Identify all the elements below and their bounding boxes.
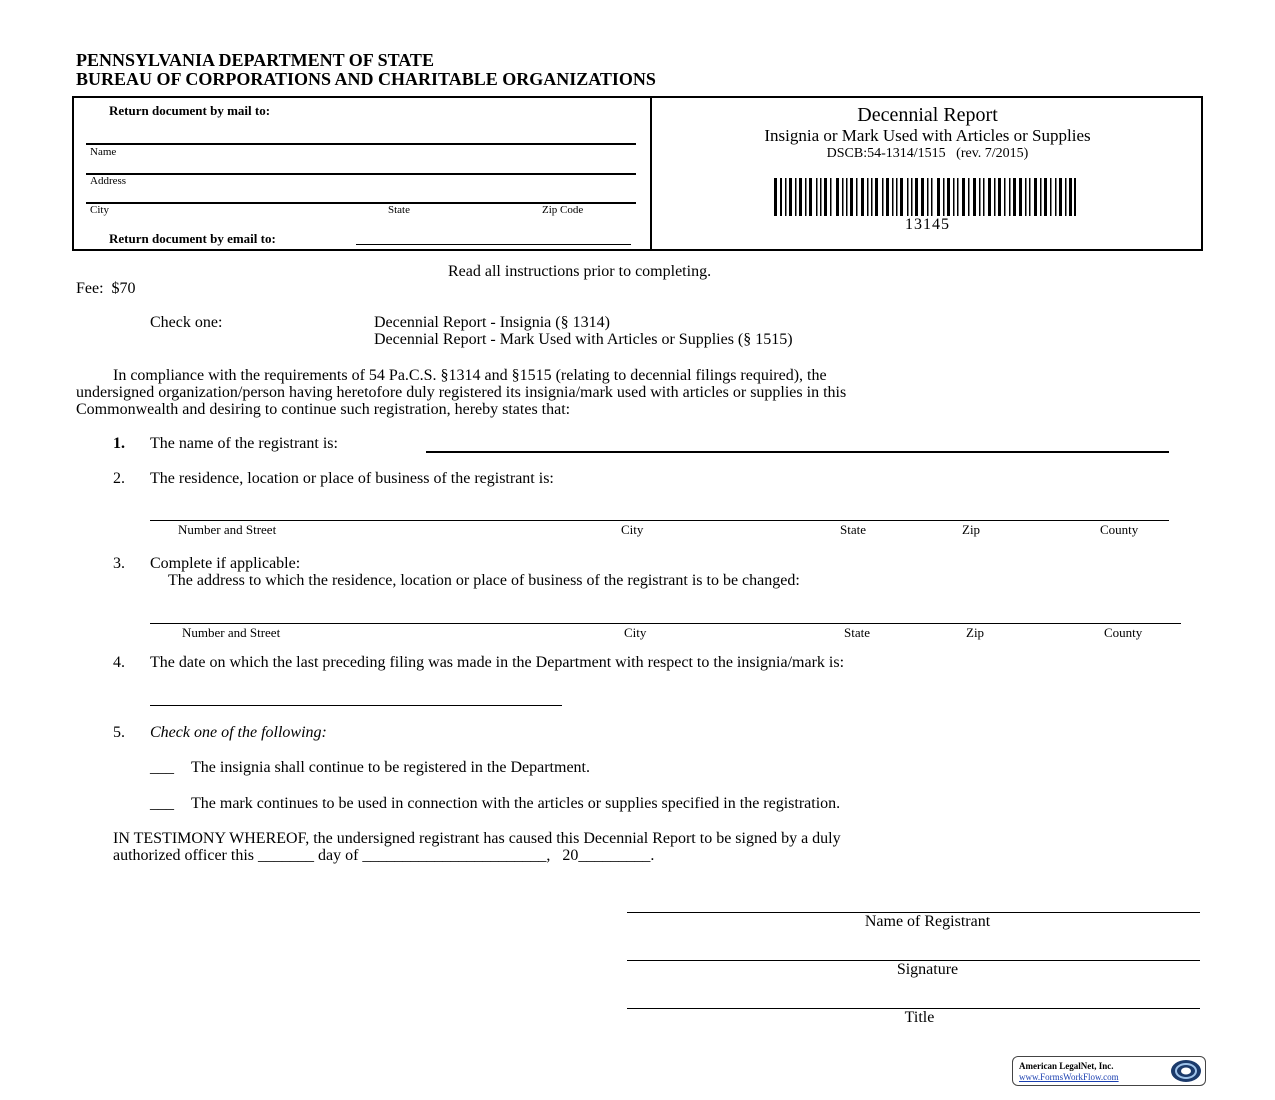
form-title: Decennial Report bbox=[857, 104, 998, 126]
footer-company-name: American LegalNet, Inc. bbox=[1019, 1061, 1114, 1071]
item-5-text: Check one of the following: bbox=[150, 724, 327, 741]
item-3-subtext: The address to which the residence, location or place of business of the registrant is to be changed: bbox=[168, 572, 800, 589]
address-county-label: County bbox=[1100, 522, 1139, 537]
bureau-name: BUREAU OF CORPORATIONS AND CHARITABLE ORGANIZATIONS bbox=[76, 69, 656, 89]
return-email-label: Return document by email to: bbox=[109, 231, 276, 246]
new-address-zip-label: Zip bbox=[966, 625, 985, 640]
state-label: State bbox=[388, 204, 410, 216]
item-1-number: 1. bbox=[113, 435, 125, 452]
new-address-state-label: State bbox=[844, 625, 870, 640]
insignia-option-text: The insignia shall continue to be registered in the Department. bbox=[191, 759, 590, 776]
globe-logo-icon bbox=[1169, 1059, 1203, 1083]
item-2-text: The residence, location or place of business of the registrant is: bbox=[150, 470, 554, 487]
new-address-street-label: Number and Street bbox=[182, 625, 281, 640]
insignia-checkbox-blank[interactable]: ___ bbox=[150, 759, 174, 776]
barcode-image bbox=[774, 178, 1076, 216]
address-zip-label: Zip bbox=[962, 522, 981, 537]
check-option-mark[interactable]: Decennial Report - Mark Used with Articles or Supplies (§ 1515) bbox=[374, 331, 793, 348]
new-address-field[interactable] bbox=[150, 623, 1181, 624]
item-4-text: The date on which the last preceding filing was made in the Department with respect to the insignia/mark is: bbox=[150, 654, 845, 671]
item-1-text: The name of the registrant is: bbox=[150, 435, 338, 452]
check-option-insignia[interactable]: Decennial Report - Insignia (§ 1314) bbox=[374, 314, 610, 331]
item-3-text: Complete if applicable: bbox=[150, 555, 301, 572]
signature-label: Signature bbox=[896, 961, 959, 978]
instructions-note: Read all instructions prior to completing. bbox=[448, 263, 712, 280]
header-box bbox=[72, 96, 1203, 251]
footer-logo[interactable] bbox=[1012, 1056, 1206, 1086]
barcode-number: 13145 bbox=[905, 216, 950, 233]
intro-line-3: Commonwealth and desiring to continue such registration, hereby states that: bbox=[76, 401, 571, 418]
return-mail-label: Return document by mail to: bbox=[109, 103, 271, 118]
return-email-field[interactable] bbox=[356, 244, 631, 245]
item-5-number: 5. bbox=[113, 724, 125, 741]
name-label: Name bbox=[90, 146, 117, 158]
testimony-line-1: IN TESTIMONY WHEREOF, the undersigned registrant has caused this Decennial Report to be signed by a duly bbox=[113, 830, 841, 847]
check-one-label: Check one: bbox=[150, 314, 223, 331]
form-code: DSCB:54-1314/1515 (rev. 7/2015) bbox=[826, 146, 1029, 161]
address-field[interactable] bbox=[86, 173, 636, 175]
new-address-county-label: County bbox=[1104, 625, 1143, 640]
current-address-field[interactable] bbox=[150, 520, 1169, 521]
address-street-label: Number and Street bbox=[178, 522, 277, 537]
intro-line-1: In compliance with the requirements of 54 Pa.C.S. §1314 and §1515 (relating to decennial filings required), the bbox=[113, 367, 827, 384]
name-of-registrant-label: Name of Registrant bbox=[864, 913, 991, 930]
testimony-line-2: authorized officer this _______ day of _______________________, 20_________. bbox=[113, 847, 655, 864]
item-3-number: 3. bbox=[113, 555, 125, 572]
last-filing-date-field[interactable] bbox=[150, 705, 562, 706]
new-address-city-label: City bbox=[624, 625, 647, 640]
title-label: Title bbox=[904, 1009, 935, 1026]
city-label: City bbox=[90, 204, 109, 216]
zip-code-label: Zip Code bbox=[542, 204, 584, 216]
name-field[interactable] bbox=[86, 143, 636, 145]
item-2-number: 2. bbox=[113, 470, 125, 487]
address-state-label: State bbox=[840, 522, 866, 537]
registrant-name-field[interactable] bbox=[426, 451, 1169, 453]
fee-amount: Fee: $70 bbox=[76, 280, 136, 297]
address-label: Address bbox=[90, 175, 127, 187]
mark-checkbox-blank[interactable]: ___ bbox=[150, 795, 174, 812]
footer-url-link[interactable]: www.FormsWorkFlow.com bbox=[1019, 1072, 1119, 1082]
item-4-number: 4. bbox=[113, 654, 125, 671]
agency-name: PENNSYLVANIA DEPARTMENT OF STATE bbox=[76, 50, 434, 70]
form-subtitle: Insignia or Mark Used with Articles or Supplies bbox=[764, 126, 1091, 145]
address-city-label: City bbox=[621, 522, 644, 537]
intro-line-2: undersigned organization/person having heretofore duly registered its insignia/mark used with articles or supplies in this bbox=[76, 384, 847, 401]
mark-option-text: The mark continues to be used in connection with the articles or supplies specified in the registration. bbox=[191, 795, 841, 812]
